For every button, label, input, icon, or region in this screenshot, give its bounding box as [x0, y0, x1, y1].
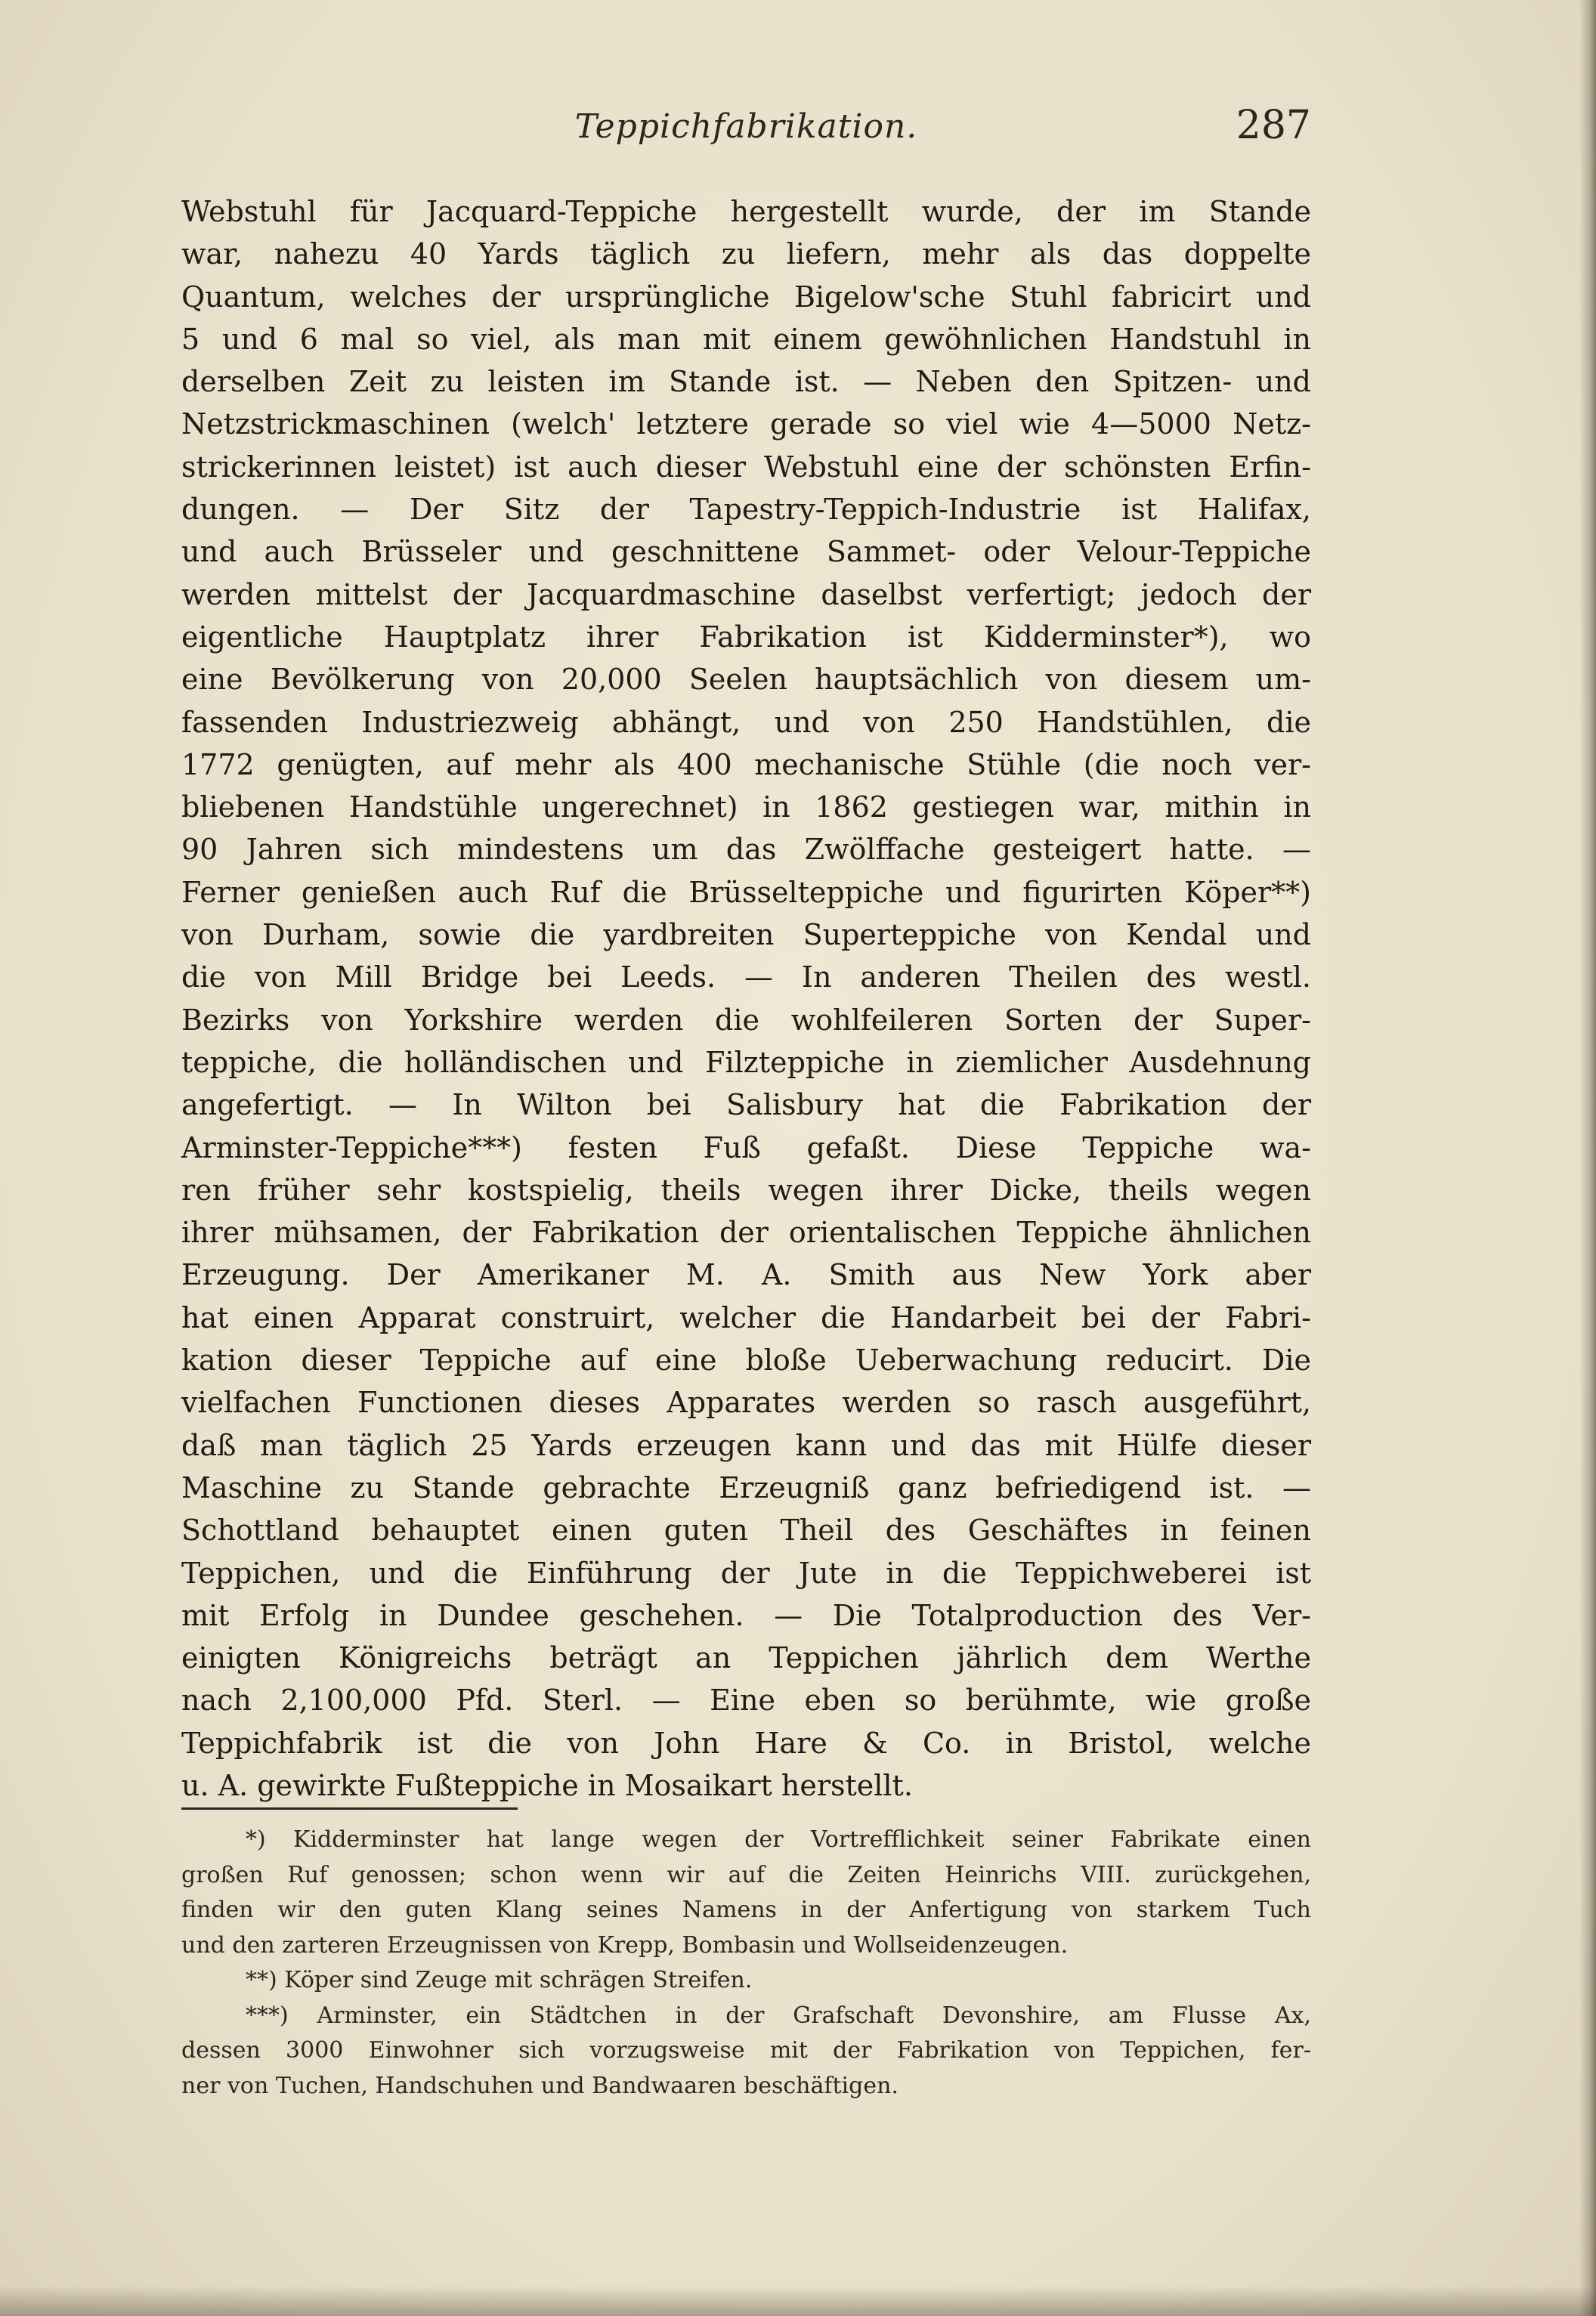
text-line: Erzeugung. Der Amerikaner M. A. Smith aus New York aber [181, 1258, 1311, 1292]
text-line: Quantum, welches der ursprüngliche Bigelow'sche Stuhl fabricirt und [181, 280, 1311, 314]
text-line: ihrer mühsamen, der Fabrikation der orientalischen Teppiche ähnlichen [181, 1216, 1311, 1250]
text-line: Arminster-Teppiche***) festen Fuß gefaßt. Diese Teppiche wa- [181, 1130, 1311, 1164]
page-bottom-shadow [0, 2286, 1596, 2316]
running-title: Teppichfabrikation. [574, 107, 918, 146]
text-line: ren früher sehr kostspielig, theils wegen ihrer Dicke, theils wegen [181, 1173, 1311, 1207]
text-line: 1772 genügten, auf mehr als 400 mechanische Stühle (die noch ver- [181, 747, 1311, 781]
text-line: fassenden Industriezweig abhängt, und von 250 Handstühlen, die [181, 705, 1311, 739]
text-line: werden mittelst der Jacquardmaschine daselbst verfertigt; jedoch der [181, 577, 1311, 611]
text-line: Maschine zu Stande gebrachte Erzeugniß ganz befriedigend ist. — [181, 1470, 1311, 1504]
text-line: teppiche, die holländischen und Filzteppiche in ziemlicher Ausdehnung [181, 1045, 1311, 1079]
body-text [181, 190, 1311, 1807]
footnote-line: ner von Tuchen, Handschuhen und Bandwaaren beschäftigen. [181, 2072, 899, 2099]
footnotes [181, 1823, 1311, 2104]
text-line: war, nahezu 40 Yards täglich zu liefern, mehr als das doppelte [181, 237, 1311, 271]
footnote-line: **) Köper sind Zeuge mit schrägen Streifen. [246, 1967, 753, 1993]
footnote-line: finden wir den guten Klang seines Namens in der Anfertigung von starkem Tuch [181, 1897, 1311, 1923]
text-line: Teppichen, und die Einführung der Jute in die Teppichweberei ist [181, 1556, 1311, 1590]
text-line: eine Bevölkerung von 20,000 Seelen hauptsächlich von diesem um- [181, 663, 1311, 697]
footnote-line: dessen 3000 Einwohner sich vorzugsweise mit der Fabrikation von Teppichen, fer- [181, 2037, 1311, 2064]
text-line: dungen. — Der Sitz der Tapestry-Teppich-Industrie ist Halifax, [181, 493, 1311, 527]
text-line: 90 Jahren sich mindestens um das Zwölffache gesteigert hatte. — [181, 833, 1311, 867]
text-line: nach 2,100,000 Pfd. Sterl. — Eine eben so berühmte, wie große [181, 1684, 1311, 1718]
text-line: derselben Zeit zu leisten im Stande ist. — Neben den Spitzen- und [181, 365, 1311, 399]
text-line: Netzstrickmaschinen (welch' letztere gerade so viel wie 4—5000 Netz- [181, 407, 1311, 441]
text-line: angefertigt. — In Wilton bei Salisbury hat die Fabrikation der [181, 1088, 1311, 1122]
text-line: die von Mill Bridge bei Leeds. — In anderen Theilen des westl. [181, 960, 1311, 994]
footnote-rule [181, 1807, 518, 1810]
text-line: mit Erfolg in Dundee geschehen. — Die Totalproduction des Ver- [181, 1598, 1311, 1632]
page-number: 287 [1236, 103, 1311, 148]
text-line: einigten Königreichs beträgt an Teppichen jährlich dem Werthe [181, 1641, 1311, 1675]
text-line: 5 und 6 mal so viel, als man mit einem gewöhnlichen Handstuhl in [181, 322, 1311, 356]
text-line: Schottland behauptet einen guten Theil des Geschäftes in feinen [181, 1514, 1311, 1548]
footnote-line: *) Kidderminster hat lange wegen der Vortrefflichkeit seiner Fabrikate einen [246, 1826, 1311, 1853]
text-line: Bezirks von Yorkshire werden die wohlfeileren Sorten der Super- [181, 1003, 1311, 1037]
text-line: strickerinnen leistet) ist auch dieser Webstuhl eine der schönsten Erfin- [181, 450, 1311, 484]
running-head [181, 103, 1311, 160]
text-line: daß man täglich 25 Yards erzeugen kann und das mit Hülfe dieser [181, 1428, 1311, 1462]
text-line: Webstuhl für Jacquard-Teppiche hergestellt wurde, der im Stande [181, 195, 1311, 228]
text-line: Teppichfabrik ist die von John Hare & Co. in Bristol, welche [181, 1726, 1311, 1760]
text-line: eigentliche Hauptplatz ihrer Fabrikation ist Kidderminster*), wo [181, 620, 1311, 654]
text-line: u. A. gewirkte Fußteppiche in Mosaikart herstellt. [181, 1768, 913, 1802]
footnote-line: großen Ruf genossen; schon wenn wir auf die Zeiten Heinrichs VIII. zurückgehen, [181, 1861, 1311, 1888]
text-line: kation dieser Teppiche auf eine bloße Ueberwachung reducirt. Die [181, 1344, 1311, 1378]
page-gutter-shadow [1579, 0, 1596, 2316]
footnote-line: und den zarteren Erzeugnissen von Krepp, Bombasin und Wollseidenzeugen. [181, 1931, 1069, 1959]
text-line: Ferner genießen auch Ruf die Brüsselteppiche und figurirten Köper**) [181, 875, 1311, 909]
text-line: hat einen Apparat construirt, welcher die Handarbeit bei der Fabri- [181, 1300, 1311, 1334]
text-line: von Durham, sowie die yardbreiten Superteppiche von Kendal und [181, 918, 1311, 952]
text-line: und auch Brüsseler und geschnittene Sammet- oder Velour-Teppiche [181, 535, 1311, 569]
footnote-line: ***) Arminster, ein Städtchen in der Grafschaft Devonshire, am Flusse Ax, [246, 2002, 1311, 2029]
text-line: vielfachen Functionen dieses Apparates werden so rasch ausgeführt, [181, 1386, 1311, 1420]
text-line: bliebenen Handstühle ungerechnet) in 1862 gestiegen war, mithin in [181, 790, 1311, 824]
